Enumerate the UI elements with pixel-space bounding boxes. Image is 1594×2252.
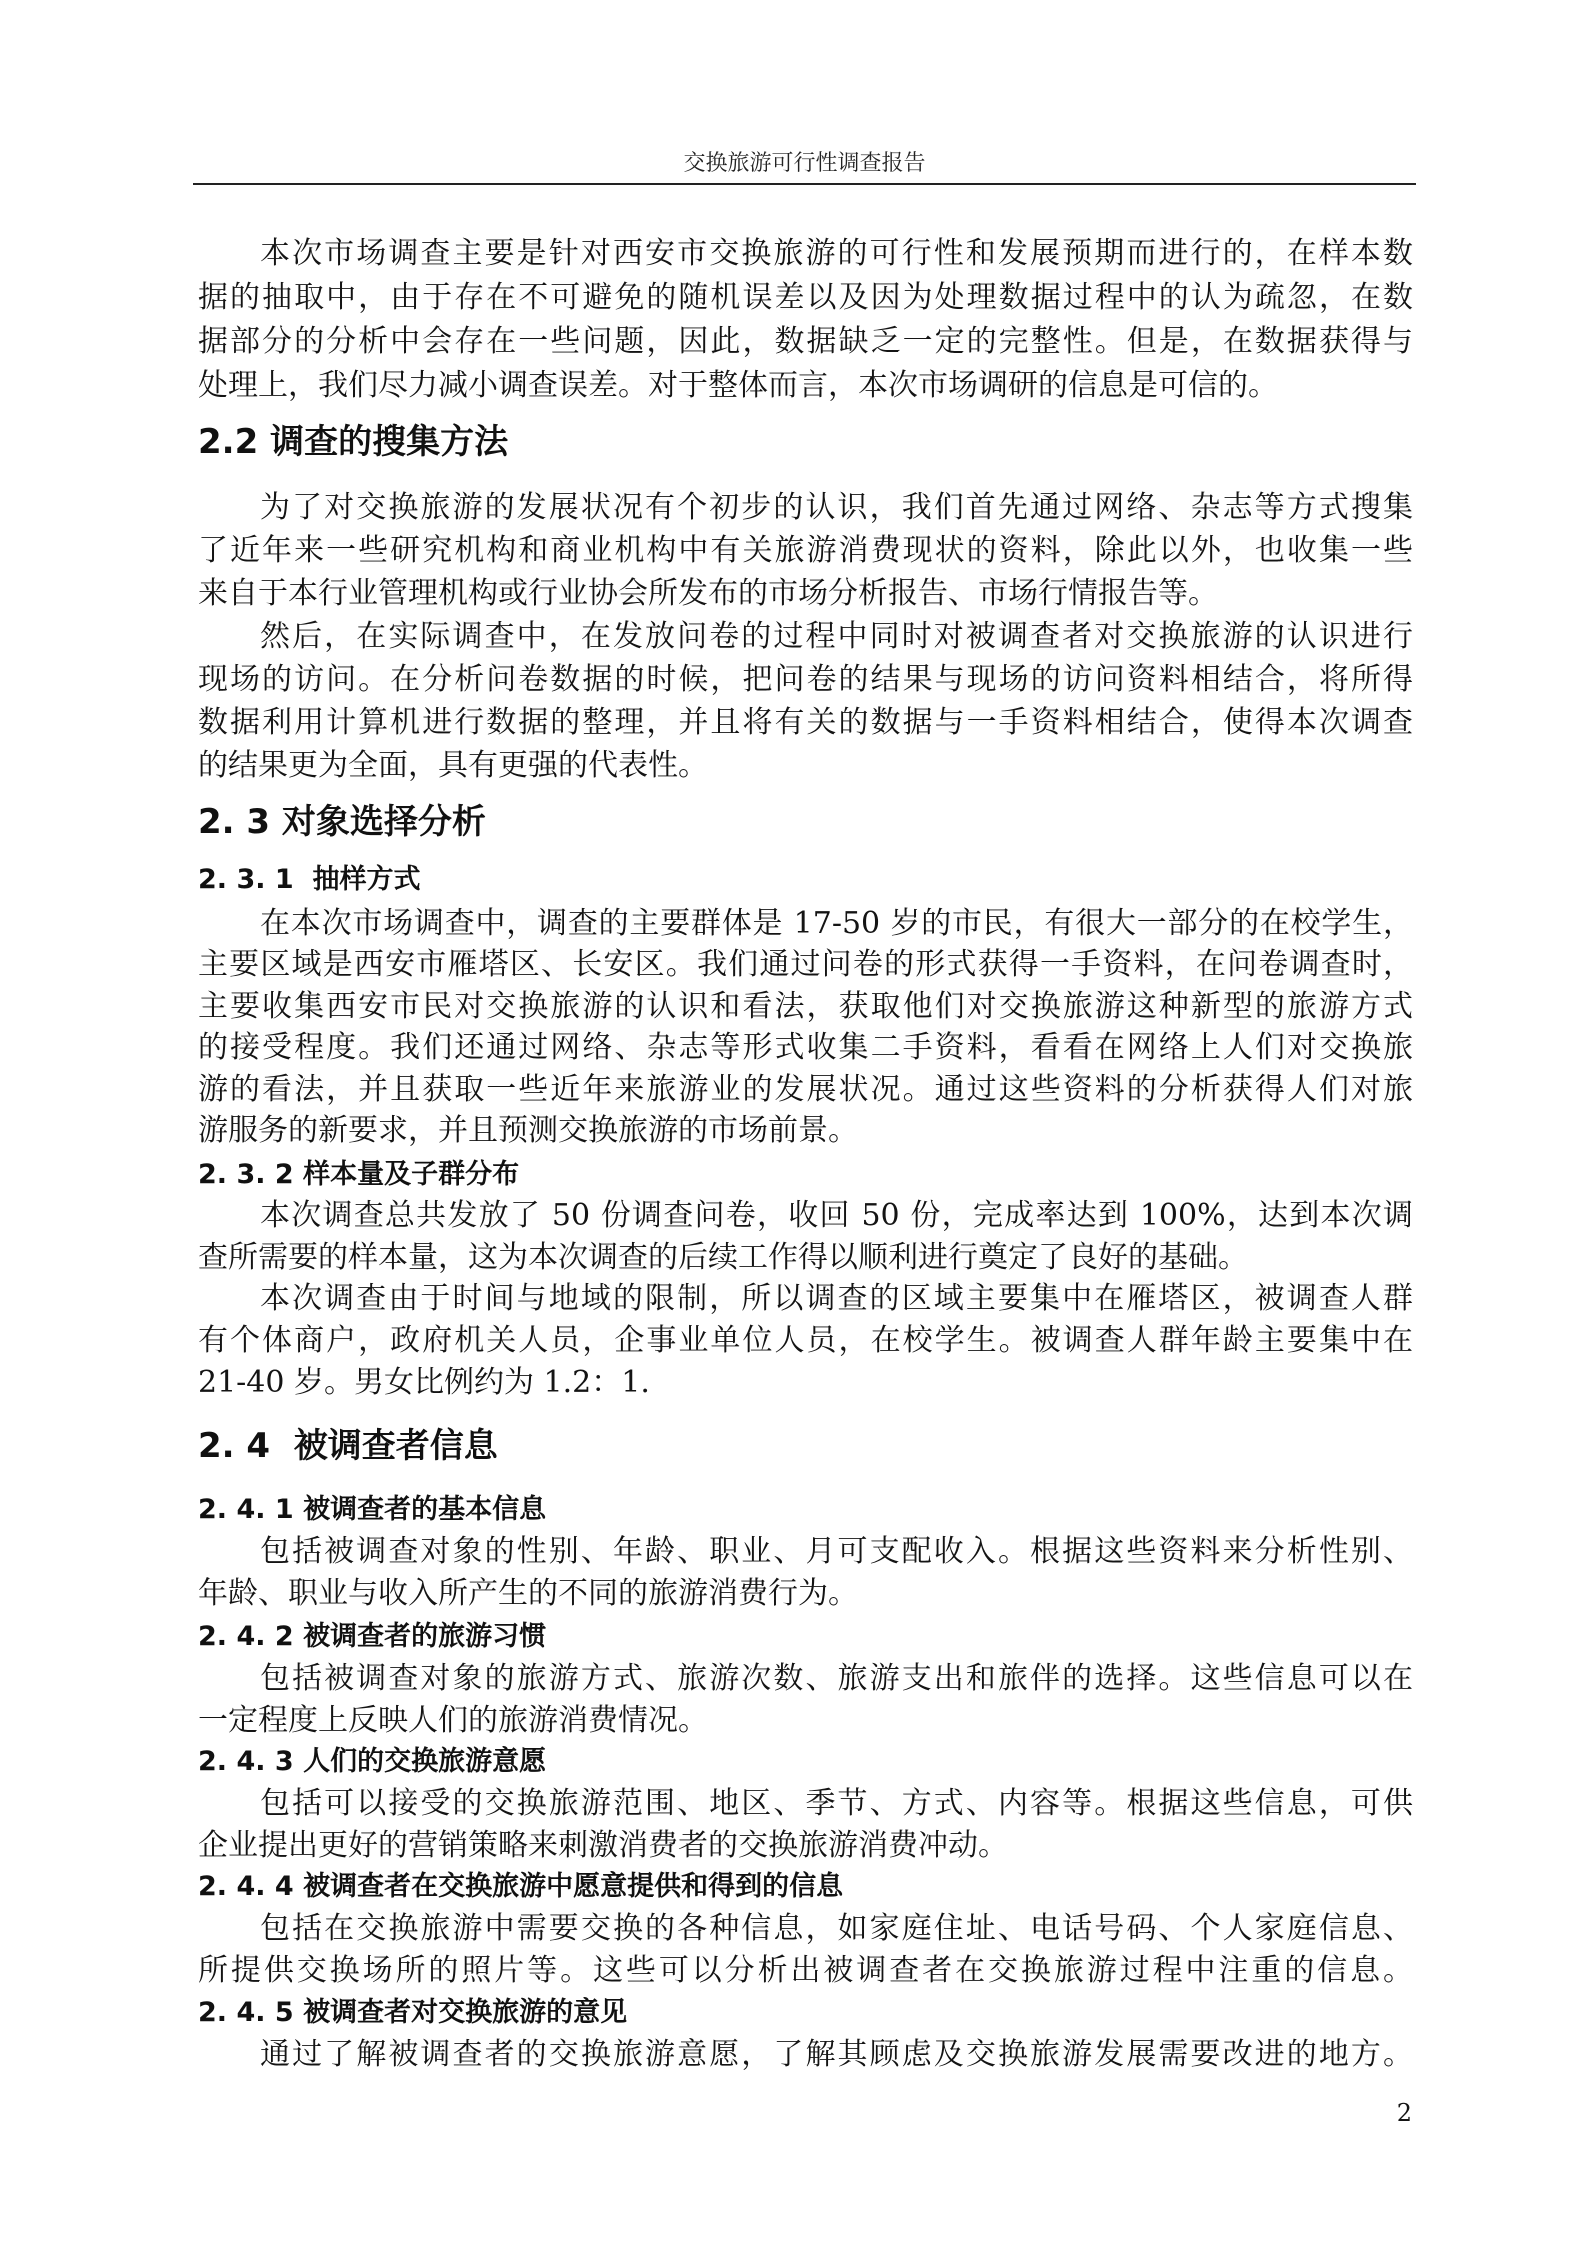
body-line: 有个体商户，政府机关人员，企事业单位人员，在校学生。被调查人群年龄主要集中在 xyxy=(198,1323,1413,1358)
section-heading: 2.2 调查的搜集方法 xyxy=(198,422,509,462)
body-line: 了近年来一些研究机构和商业机构中有关旅游消费现状的资料，除此以外，也收集一些 xyxy=(198,533,1413,568)
body-line: 游的看法，并且获取一些近年来旅游业的发展状况。通过这些资料的分析获得人们对旅 xyxy=(198,1072,1413,1107)
subsection-heading: 2. 4. 5 被调查者对交换旅游的意见 xyxy=(198,1997,628,2028)
body-line: 包括在交换旅游中需要交换的各种信息，如家庭住址、电话号码、个人家庭信息、 xyxy=(260,1911,1413,1946)
body-line: 企业提出更好的营销策略来刺激消费者的交换旅游消费冲动。 xyxy=(198,1828,1008,1863)
running-header: 交换旅游可行性调查报告 xyxy=(683,151,926,176)
body-line: 包括被调查对象的性别、年龄、职业、月可支配收入。根据这些资料来分析性别、 xyxy=(260,1534,1413,1569)
subsection-heading: 2. 4. 2 被调查者的旅游习惯 xyxy=(198,1621,547,1652)
body-line: 的结果更为全面，具有更强的代表性。 xyxy=(198,748,708,783)
header-rule xyxy=(193,183,1416,185)
body-line: 现场的访问。在分析问卷数据的时候，把问卷的结果与现场的访问资料相结合，将所得 xyxy=(198,662,1413,697)
subsection-heading: 2. 4. 4 被调查者在交换旅游中愿意提供和得到的信息 xyxy=(198,1871,844,1902)
body-line: 据的抽取中，由于存在不可避免的随机误差以及因为处理数据过程中的认为疏忽，在数 xyxy=(198,280,1413,315)
subsection-heading: 2. 3. 1 抽样方式 xyxy=(198,864,421,895)
subsection-heading: 2. 3. 2 样本量及子群分布 xyxy=(198,1159,520,1190)
body-line: 通过了解被调查者的交换旅游意愿，了解其顾虑及交换旅游发展需要改进的地方。 xyxy=(260,2037,1413,2072)
body-line: 查所需要的样本量，这为本次调查的后续工作得以顺利进行奠定了良好的基础。 xyxy=(198,1240,1248,1275)
section-heading: 2. 4 被调查者信息 xyxy=(198,1426,498,1466)
body-line: 年龄、职业与收入所产生的不同的旅游消费行为。 xyxy=(198,1576,858,1611)
page-number: 2 xyxy=(1396,2099,1412,2127)
body-line: 主要区域是西安市雁塔区、长安区。我们通过问卷的形式获得一手资料，在问卷调查时， xyxy=(198,947,1413,982)
body-line: 来自于本行业管理机构或行业协会所发布的市场分析报告、市场行情报告等。 xyxy=(198,576,1218,611)
body-line: 主要收集西安市民对交换旅游的认识和看法，获取他们对交换旅游这种新型的旅游方式 xyxy=(198,989,1413,1024)
body-line: 然后，在实际调查中，在发放问卷的过程中同时对被调查者对交换旅游的认识进行 xyxy=(260,619,1413,654)
body-line: 包括可以接受的交换旅游范围、地区、季节、方式、内容等。根据这些信息，可供 xyxy=(260,1786,1413,1821)
subsection-heading: 2. 4. 3 人们的交换旅游意愿 xyxy=(198,1746,547,1777)
body-line: 包括被调查对象的旅游方式、旅游次数、旅游支出和旅伴的选择。这些信息可以在 xyxy=(260,1661,1413,1696)
body-line: 本次市场调查主要是针对西安市交换旅游的可行性和发展预期而进行的，在样本数 xyxy=(260,236,1413,271)
body-line: 在本次市场调查中，调查的主要群体是 17-50 岁的市民，有很大一部分的在校学生， xyxy=(260,906,1413,941)
subsection-heading: 2. 4. 1 被调查者的基本信息 xyxy=(198,1494,547,1525)
body-line: 据部分的分析中会存在一些问题，因此，数据缺乏一定的完整性。但是，在数据获得与 xyxy=(198,324,1413,359)
section-heading: 2. 3 对象选择分析 xyxy=(198,802,486,842)
body-line: 所提供交换场所的照片等。这些可以分析出被调查者在交换旅游过程中注重的信息。 xyxy=(198,1953,1413,1988)
body-line: 本次调查由于时间与地域的限制，所以调查的区域主要集中在雁塔区，被调查人群 xyxy=(260,1281,1413,1316)
body-line: 21-40 岁。男女比例约为 1.2：1. xyxy=(198,1365,650,1400)
body-line: 一定程度上反映人们的旅游消费情况。 xyxy=(198,1703,708,1738)
body-line: 的接受程度。我们还通过网络、杂志等形式收集二手资料，看看在网络上人们对交换旅 xyxy=(198,1030,1413,1065)
body-line: 数据利用计算机进行数据的整理，并且将有关的数据与一手资料相结合，使得本次调查 xyxy=(198,705,1413,740)
body-line: 处理上，我们尽力减小调查误差。对于整体而言，本次市场调研的信息是可信的。 xyxy=(198,368,1278,403)
body-line: 本次调查总共发放了 50 份调查问卷，收回 50 份，完成率达到 100%，达到本次调 xyxy=(260,1198,1413,1233)
body-line: 为了对交换旅游的发展状况有个初步的认识，我们首先通过网络、杂志等方式搜集 xyxy=(260,490,1413,525)
body-line: 游服务的新要求，并且预测交换旅游的市场前景。 xyxy=(198,1113,858,1148)
